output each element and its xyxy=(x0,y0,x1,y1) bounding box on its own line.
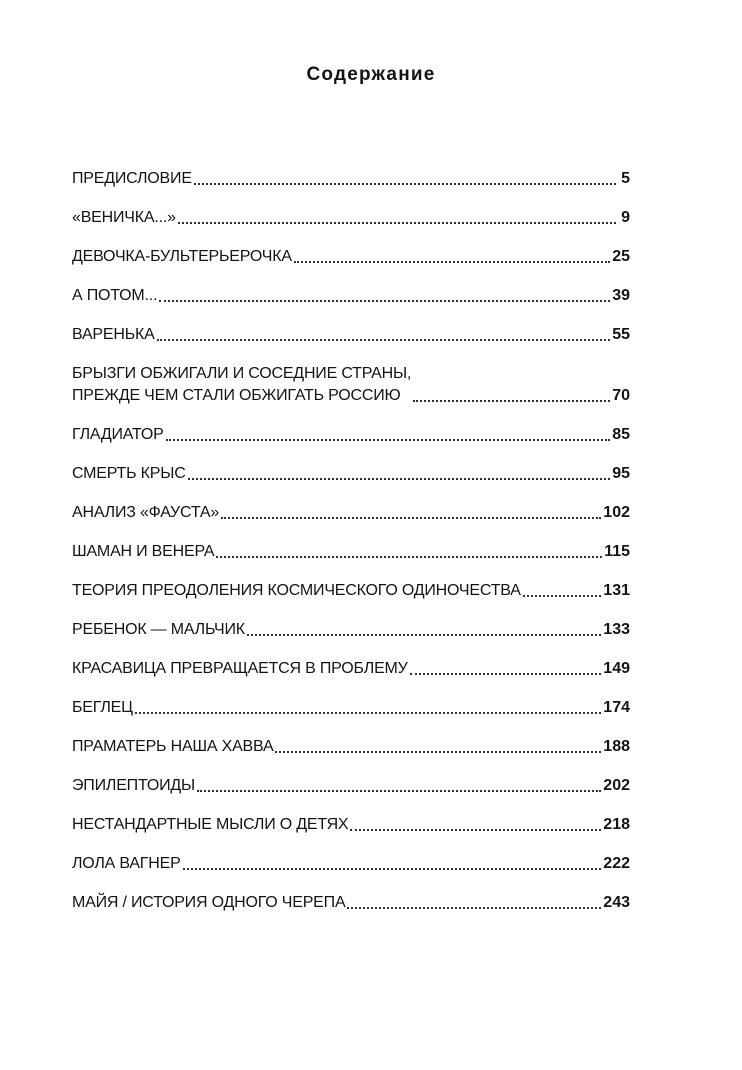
dot-leader xyxy=(350,829,601,831)
toc-entry-page-number: 202 xyxy=(603,777,630,794)
toc-entry-title-line: ТЕОРИЯ ПРЕОДОЛЕНИЯ КОСМИЧЕСКОГО ОДИНОЧЕСТВА xyxy=(72,582,521,599)
toc-entry-title xyxy=(72,207,176,229)
toc-entry[interactable] xyxy=(72,246,630,268)
toc-entry-page-number: 222 xyxy=(603,855,630,872)
toc-entry[interactable] xyxy=(72,424,630,446)
toc-entry-title-line: НЕСТАНДАРТНЫЕ МЫСЛИ О ДЕТЯХ xyxy=(72,816,349,833)
toc-entry[interactable] xyxy=(72,363,630,407)
toc-entry-title xyxy=(72,736,273,758)
toc-entry[interactable] xyxy=(72,580,630,602)
toc-entry-title xyxy=(72,246,292,268)
toc-entry-title xyxy=(72,502,219,524)
table-of-contents xyxy=(72,168,630,931)
toc-entry[interactable] xyxy=(72,853,630,875)
toc-entry-title-line: А ПОТОМ... xyxy=(72,287,158,304)
dot-leader xyxy=(197,790,601,792)
dot-leader xyxy=(135,712,602,714)
toc-entry-page-number: 149 xyxy=(603,660,630,677)
page-title: Содержание xyxy=(306,64,436,85)
toc-entry-title-line: ПРЕЖДЕ ЧЕМ СТАЛИ ОБЖИГАТЬ РОССИЮ xyxy=(72,387,401,404)
toc-entry-title xyxy=(72,541,214,563)
dot-leader xyxy=(413,400,610,402)
toc-entry[interactable] xyxy=(72,324,630,346)
dot-leader xyxy=(183,868,602,870)
toc-entry-page-number: 115 xyxy=(604,543,630,560)
toc-entry-page-number: 39 xyxy=(612,287,630,304)
toc-entry-title-line: ГЛАДИАТОР xyxy=(72,426,164,443)
toc-entry[interactable] xyxy=(72,285,630,307)
toc-entry-page-number: 25 xyxy=(612,248,630,265)
toc-entry-title-line: ШАМАН И ВЕНЕРА xyxy=(72,543,215,560)
toc-entry-title-line: ДЕВОЧКА-БУЛЬТЕРЬЕРОЧКА xyxy=(72,248,292,265)
toc-entry-title-line: ВАРЕНЬКА xyxy=(72,326,155,343)
toc-entry-page-number: 55 xyxy=(612,326,630,343)
toc-entry[interactable] xyxy=(72,207,630,229)
dot-leader xyxy=(275,751,601,753)
toc-entry-title xyxy=(72,580,521,602)
toc-entry-page-number: 188 xyxy=(603,738,630,755)
toc-entry-title xyxy=(72,697,133,719)
toc-entry-page-number: 133 xyxy=(603,621,630,638)
toc-entry-title-line: БРЫЗГИ ОБЖИГАЛИ И СОСЕДНИЕ СТРАНЫ, xyxy=(72,365,412,382)
toc-entry-title-line: МАЙЯ / ИСТОРИЯ ОДНОГО ЧЕРЕПА xyxy=(72,894,346,911)
toc-entry[interactable] xyxy=(72,541,630,563)
toc-entry-title xyxy=(72,363,411,407)
toc-entry[interactable] xyxy=(72,502,630,524)
toc-entry[interactable] xyxy=(72,658,630,680)
toc-entry-title xyxy=(72,892,345,914)
toc-entry-title-line: ПРЕДИСЛОВИЕ xyxy=(72,170,192,187)
toc-entry-title xyxy=(72,324,155,346)
dot-leader xyxy=(157,339,611,341)
dot-leader xyxy=(188,478,611,480)
toc-entry-title xyxy=(72,285,157,307)
toc-entry-title xyxy=(72,463,186,485)
dot-leader xyxy=(194,183,616,185)
toc-entry[interactable] xyxy=(72,892,630,914)
dot-leader xyxy=(347,907,601,909)
toc-entry[interactable] xyxy=(72,463,630,485)
toc-entry-title xyxy=(72,168,192,190)
dot-leader xyxy=(294,261,610,263)
toc-entry[interactable] xyxy=(72,168,630,190)
toc-entry-page-number: 95 xyxy=(612,465,630,482)
toc-entry-title-line: ЛОЛА ВАГНЕР xyxy=(72,855,181,872)
dot-leader xyxy=(247,634,601,636)
toc-entry-title xyxy=(72,814,348,836)
toc-entry-title xyxy=(72,775,195,797)
toc-entry[interactable] xyxy=(72,697,630,719)
toc-entry-page-number: 9 xyxy=(621,209,630,226)
dot-leader xyxy=(216,556,602,558)
toc-entry-title-line: РЕБЕНОК — МАЛЬЧИК xyxy=(72,621,245,638)
toc-entry-title-line: ЭПИЛЕПТОИДЫ xyxy=(72,777,195,794)
toc-entry-page-number: 243 xyxy=(603,894,630,911)
toc-entry-title-line: ПРАМАТЕРЬ НАША ХАВВА xyxy=(72,738,274,755)
toc-entry-title-line: «ВЕНИЧКА...» xyxy=(72,209,176,226)
toc-entry-title xyxy=(72,619,245,641)
toc-entry-title-line: СМЕРТЬ КРЫС xyxy=(72,465,186,482)
toc-entry-title-line: БЕГЛЕЦ xyxy=(72,699,133,716)
dot-leader xyxy=(178,222,616,224)
dot-leader xyxy=(523,595,602,597)
dot-leader xyxy=(410,673,602,675)
toc-entry-page-number: 218 xyxy=(603,816,630,833)
toc-entry[interactable] xyxy=(72,814,630,836)
toc-entry-page-number: 131 xyxy=(603,582,630,599)
toc-entry-title xyxy=(72,853,181,875)
toc-entry[interactable] xyxy=(72,619,630,641)
toc-entry-page-number: 102 xyxy=(603,504,630,521)
toc-entry-page-number: 5 xyxy=(621,170,630,187)
toc-entry-title-line: КРАСАВИЦА ПРЕВРАЩАЕТСЯ В ПРОБЛЕМУ xyxy=(72,660,408,677)
toc-entry-title xyxy=(72,424,164,446)
toc-entry-page-number: 174 xyxy=(603,699,630,716)
toc-entry[interactable] xyxy=(72,736,630,758)
toc-entry-title-line: АНАЛИЗ «ФАУСТА» xyxy=(72,504,220,521)
toc-entry-page-number: 85 xyxy=(612,426,630,443)
toc-entry-page-number: 70 xyxy=(612,387,630,404)
toc-entry-title xyxy=(72,658,408,680)
dot-leader xyxy=(159,300,610,302)
dot-leader xyxy=(166,439,611,441)
toc-entry[interactable] xyxy=(72,775,630,797)
dot-leader xyxy=(221,517,601,519)
